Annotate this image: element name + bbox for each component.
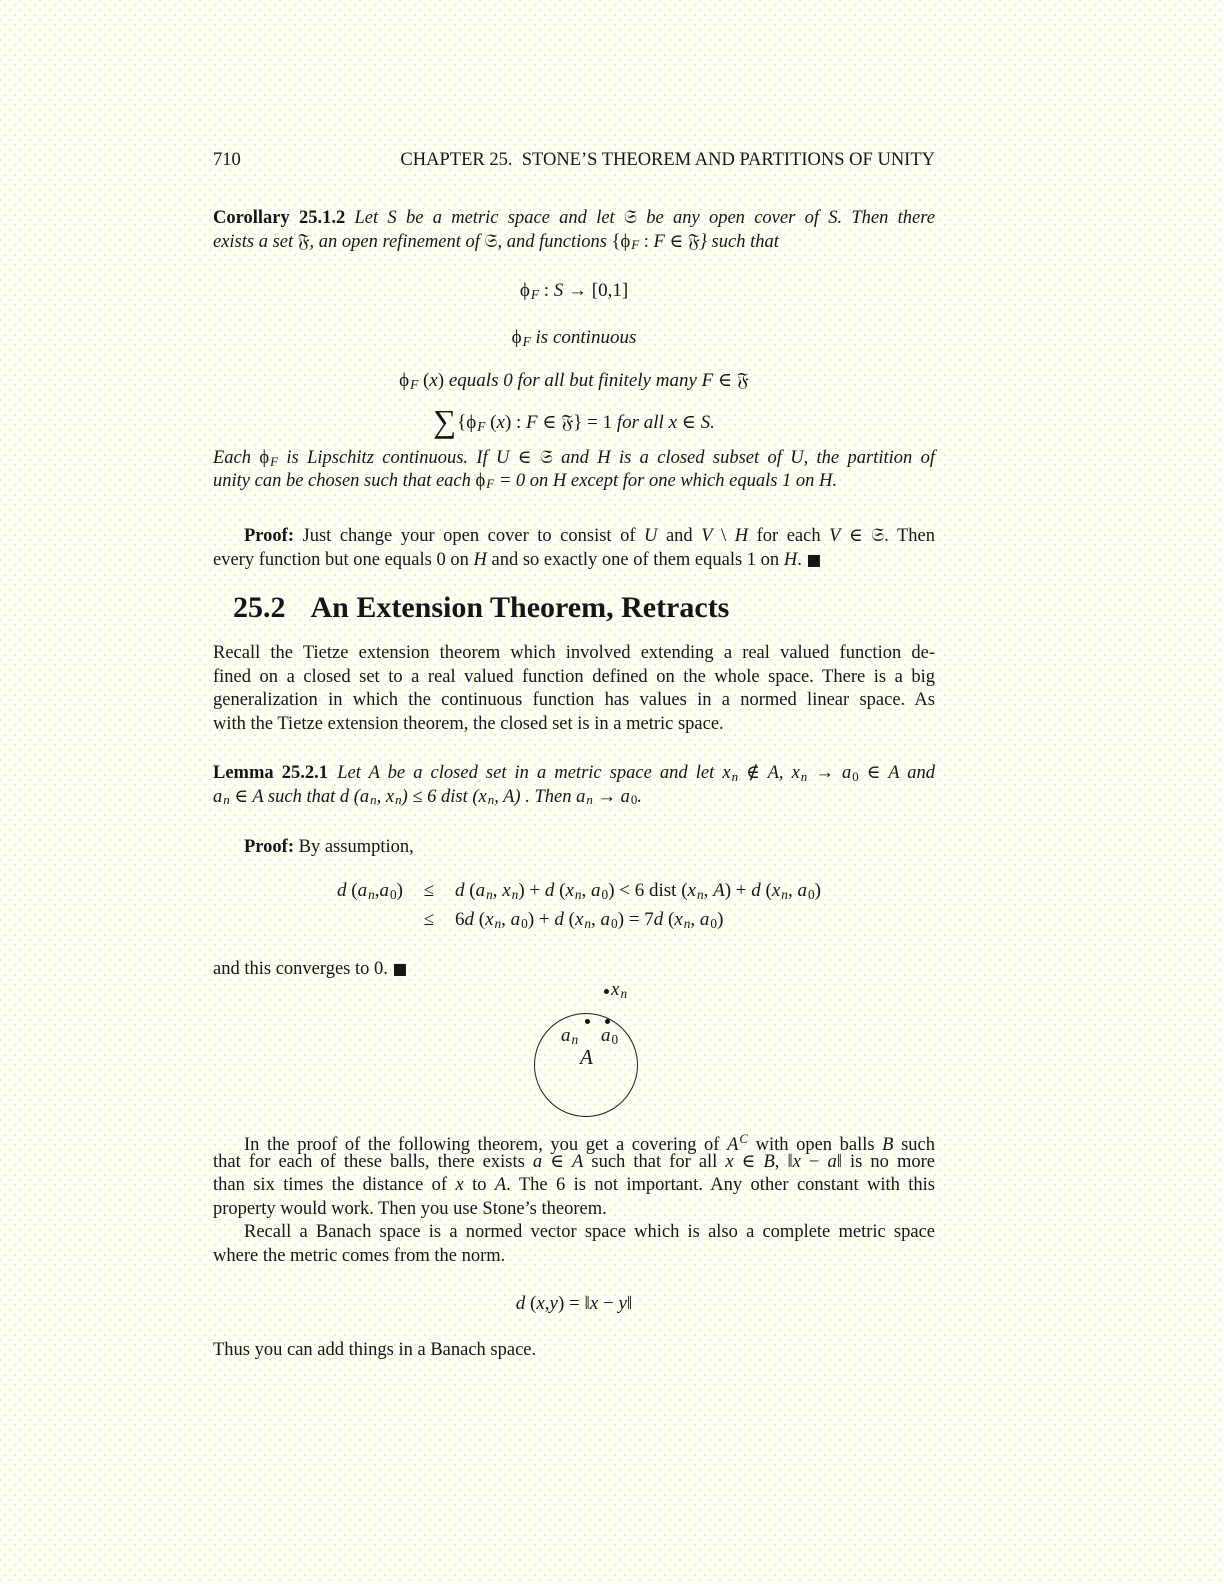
corollary-paragraph [213, 206, 935, 253]
proof-line: every function but one equals 0 on H and so exactly one of them equals 1 on H. ■ [213, 549, 822, 570]
page-header [213, 149, 935, 173]
proof-line: Proof: By assumption, [244, 837, 414, 857]
theorem-line: unity can be chosen such that each ϕF = 0 on H except for one which equals 1 on H. [213, 470, 838, 492]
chapter-title: CHAPTER 25. STONE’S THEOREM AND PARTITIONS OF UNITY [400, 150, 935, 170]
point-dot-xn [604, 989, 609, 994]
paragraph-line: that for each of these balls, there exists a ∈ A such that for all x ∈ B, ‖x − a‖ is no more [213, 1151, 936, 1172]
section-title: An Extension Theorem, Retracts [310, 591, 730, 624]
display-equation-sum: ∑{ϕF (x) : F ∈ 𝔉} = 1 for all x ∈ S. [433, 403, 715, 439]
paragraph-line: where the metric comes from the norm. [213, 1245, 506, 1266]
paragraph-line: Recall the Tietze extension theorem which involved extending a real valued function de- [213, 643, 935, 663]
paragraph-line: with the Tietze extension theorem, the closed set is in a metric space. [213, 713, 724, 734]
display-equation-norm: d (x,y) = ‖x − y‖ [515, 1293, 633, 1314]
paragraph-line: In the proof of the following theorem, you get a covering of $A^C$ with open balls B such [244, 1131, 935, 1156]
corollary-line: exists a set 𝔉, an open refinement of 𝔖, and functions {ϕF : F ∈ 𝔉} such that [213, 230, 779, 253]
section-number: 25.2 [233, 591, 286, 624]
paragraph-line: than six times the distance of x to A. The 6 is not important. Any other constant with this [213, 1175, 935, 1195]
closing-line: Thus you can add things in a Banach space. [213, 1340, 537, 1360]
section-heading [233, 592, 955, 624]
paragraph-line: Recall a Banach space is a normed vector space which is also a complete metric space [244, 1222, 935, 1242]
converges-line: and this converges to 0. ■ [213, 959, 408, 979]
inequality-sign: ≤ [423, 909, 435, 930]
equation-lhs: d $(an,a_0)$ [337, 880, 403, 902]
figure-label-an: an [561, 1025, 579, 1047]
display-equation-finitely-many: ϕF (x) equals 0 for all but finitely many F ∈ 𝔉 [399, 369, 749, 392]
paragraph-line: generalization in which the continuous function has values in a normed linear space. As [213, 690, 935, 710]
paragraph-line: fined on a closed set to a real valued function defined on the whole space. There is a big [213, 666, 935, 687]
point-dot-an [585, 1019, 590, 1024]
aligned-equations [323, 879, 943, 937]
equation-row [323, 879, 943, 908]
lemma-line: an ∈ A such that d (an, xn) ≤ 6 dist (xn, A) . Then an → $a_0$. [213, 786, 642, 808]
proof-by-assumption [213, 836, 935, 860]
lemma-paragraph [213, 762, 935, 809]
equation-rhs: 6d (xn, $a_0) + d$ (xn, $a_0) = 7d$ (xn, $a_0$) [455, 909, 724, 931]
inequality-sign: ≤ [423, 880, 435, 901]
corollary-line: Corollary 25.1.2 Let S be a metric space and let 𝔖 be any open cover of S. Then there [213, 207, 935, 228]
proof-paragraph [213, 524, 935, 571]
figure-label-xn: xn [611, 979, 628, 1001]
display-equation-phi-map: ϕF : S → [0,1] [519, 280, 629, 302]
proof-line: Proof: Just change your open cover to consist of U and V \ H for each V ∈ 𝔖. Then [244, 525, 935, 546]
paragraph-tietze [213, 642, 935, 736]
lemma-line: Lemma 25.2.1 Let A be a closed set in a metric space and let xn ∉ A, xn → $a_0$ ∈ A and [213, 763, 936, 784]
theorem-line: Each ϕF is Lipschitz continuous. If U ∈ 𝔖 and H is a closed subset of U, the partition of [213, 447, 935, 469]
paragraph-line: property would work. Then you use Stone’s theorem. [213, 1198, 607, 1219]
display-equation-continuous: ϕF is continuous [511, 327, 637, 349]
figure-label-A: A [580, 1045, 593, 1069]
figure-label-a0: $a_0$ [601, 1025, 619, 1047]
paragraph-banach [213, 1221, 935, 1268]
equation-row [323, 908, 943, 937]
page-number: 710 [213, 150, 241, 170]
paragraph-in-proof [213, 1127, 935, 1221]
point-dot-a0 [605, 1019, 610, 1024]
equation-rhs: d (an, xn) + d (xn, $a_0) < 6$ dist (xn, A) + d (xn, $a_0$) [455, 880, 821, 902]
theorem-continuation [213, 446, 935, 493]
